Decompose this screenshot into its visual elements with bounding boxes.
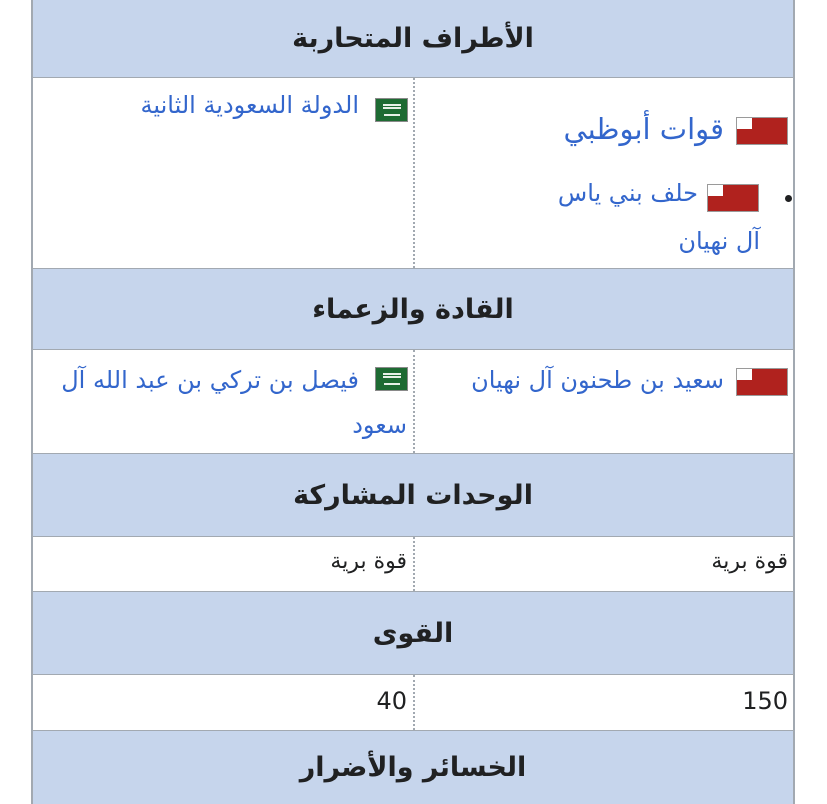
list-bullet <box>785 195 792 202</box>
strength-header <box>33 592 793 675</box>
units-header-label: الوحدات المشاركة <box>293 479 533 511</box>
strength-right-value: 150 <box>742 687 788 715</box>
commanders-header <box>33 269 793 350</box>
casualties-header <box>33 731 793 804</box>
strength-header-label: القوى <box>372 617 454 649</box>
units-right-value: قوة برية <box>711 549 788 574</box>
commanders-header-label: القادة والزعماء <box>312 293 514 325</box>
faisal-bin-turki-link-line2[interactable]: سعود <box>352 411 407 439</box>
second-saudi-state-link[interactable]: الدولة السعودية الثانية <box>140 91 359 119</box>
faisal-bin-turki-link[interactable]: فيصل بن تركي بن عبد الله آل <box>61 366 359 394</box>
saudi-flag-icon <box>375 367 408 391</box>
belligerents-header-label: الأطراف المتحاربة <box>292 23 534 54</box>
column-divider <box>413 78 415 268</box>
units-header <box>33 454 793 537</box>
commanders-row <box>33 350 793 454</box>
column-divider <box>413 350 415 453</box>
strength-row <box>33 675 793 731</box>
belligerents-header <box>33 0 793 78</box>
abu-dhabi-flag-icon <box>736 368 788 396</box>
units-left-value: قوة برية <box>330 549 407 574</box>
strength-left-value: 40 <box>376 687 407 715</box>
units-row <box>33 537 793 592</box>
belligerents-row <box>33 78 793 269</box>
column-divider <box>413 675 415 730</box>
saudi-flag-icon <box>375 98 408 122</box>
abu-dhabi-flag-icon <box>736 117 788 145</box>
said-bin-tahnun-link[interactable]: سعيد بن طحنون آل نهيان <box>471 366 724 394</box>
column-divider <box>413 537 415 591</box>
casualties-header-label: الخسائر والأضرار <box>299 752 527 783</box>
bani-yas-flag-icon <box>707 184 759 212</box>
bani-yas-alliance-link[interactable]: حلف بني ياس <box>557 179 698 207</box>
al-nahyan-link[interactable]: آل نهيان <box>678 227 760 255</box>
infobox-table <box>31 0 795 804</box>
abu-dhabi-forces-link[interactable]: قوات أبوظبي <box>563 112 724 146</box>
